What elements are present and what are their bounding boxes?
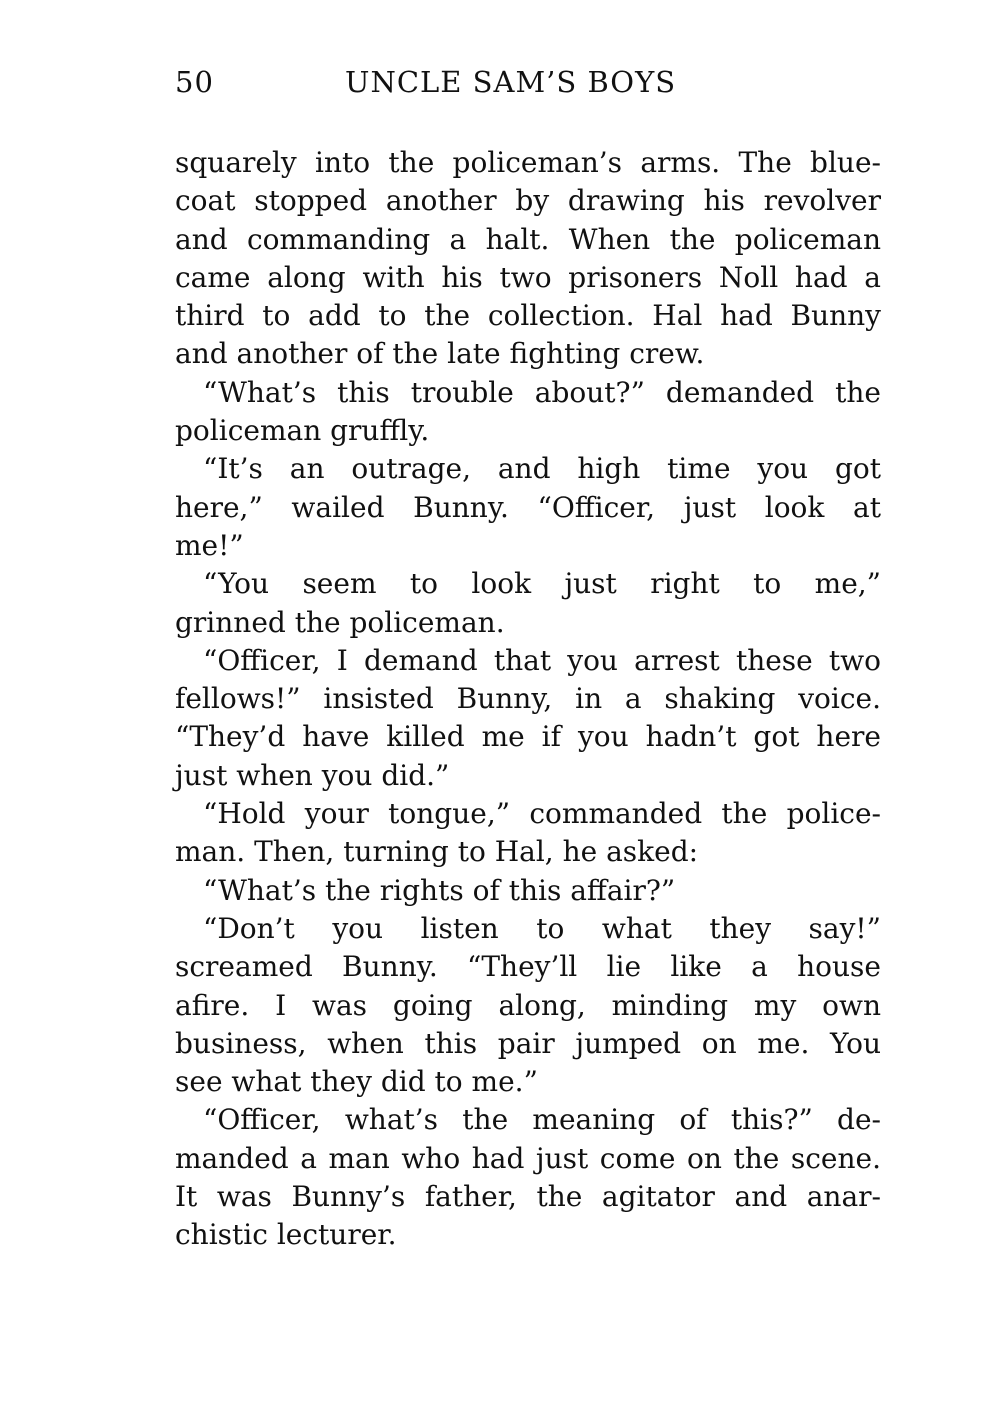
- text-line: and commanding a halt. When the policeman: [175, 222, 881, 256]
- text-line: third to add to the collection. Hal had Bunny: [175, 299, 881, 333]
- text-line: “Officer, I demand that you arrest these two: [203, 643, 881, 677]
- text-line: man. Then, turning to Hal, he asked:: [175, 835, 699, 869]
- text-line: policeman gruffly.: [175, 414, 430, 448]
- text-line: business, when this pair jumped on me. You: [175, 1026, 881, 1060]
- text-line: coat stopped another by drawing his revolver: [175, 184, 881, 218]
- text-line: manded a man who had just come on the scene.: [175, 1141, 881, 1175]
- text-line: chistic lecturer.: [175, 1218, 397, 1252]
- text-line: just when you did.”: [175, 758, 450, 792]
- running-head: [175, 58, 881, 106]
- book-title: UNCLE SAM’S BOYS: [345, 65, 677, 99]
- body-text: [175, 144, 881, 1255]
- page-number: 50: [175, 65, 214, 99]
- text-line: and another of the late fighting crew.: [175, 337, 705, 371]
- text-line: “Don’t you listen to what they say!”: [203, 911, 881, 945]
- text-line: here,” wailed Bunny. “Officer, just look at: [175, 490, 881, 524]
- text-line: came along with his two prisoners Noll had a: [175, 260, 881, 294]
- text-line: “It’s an outrage, and high time you got: [203, 452, 881, 486]
- text-line: squarely into the policeman’s arms. The blue-: [175, 146, 881, 179]
- text-line: fellows!” insisted Bunny, in a shaking voice.: [175, 682, 881, 716]
- text-line: “You seem to look just right to me,”: [203, 567, 881, 601]
- text-line: “What’s this trouble about?” demanded the: [203, 375, 881, 409]
- text-line: “Officer, what’s the meaning of this?” de-: [203, 1103, 881, 1137]
- text-line: “They’d have killed me if you hadn’t got here: [175, 720, 881, 754]
- text-line: me!”: [175, 528, 244, 562]
- text-line: see what they did to me.”: [175, 1065, 538, 1099]
- text-line: screamed Bunny. “They’ll lie like a house: [175, 950, 881, 984]
- text-line: afire. I was going along, minding my own: [175, 988, 881, 1022]
- text-line: “Hold your tongue,” commanded the police-: [203, 797, 881, 831]
- text-line: grinned the policeman.: [175, 605, 505, 639]
- text-line: It was Bunny’s father, the agitator and anar-: [175, 1180, 881, 1214]
- text-line: “What’s the rights of this affair?”: [203, 873, 676, 907]
